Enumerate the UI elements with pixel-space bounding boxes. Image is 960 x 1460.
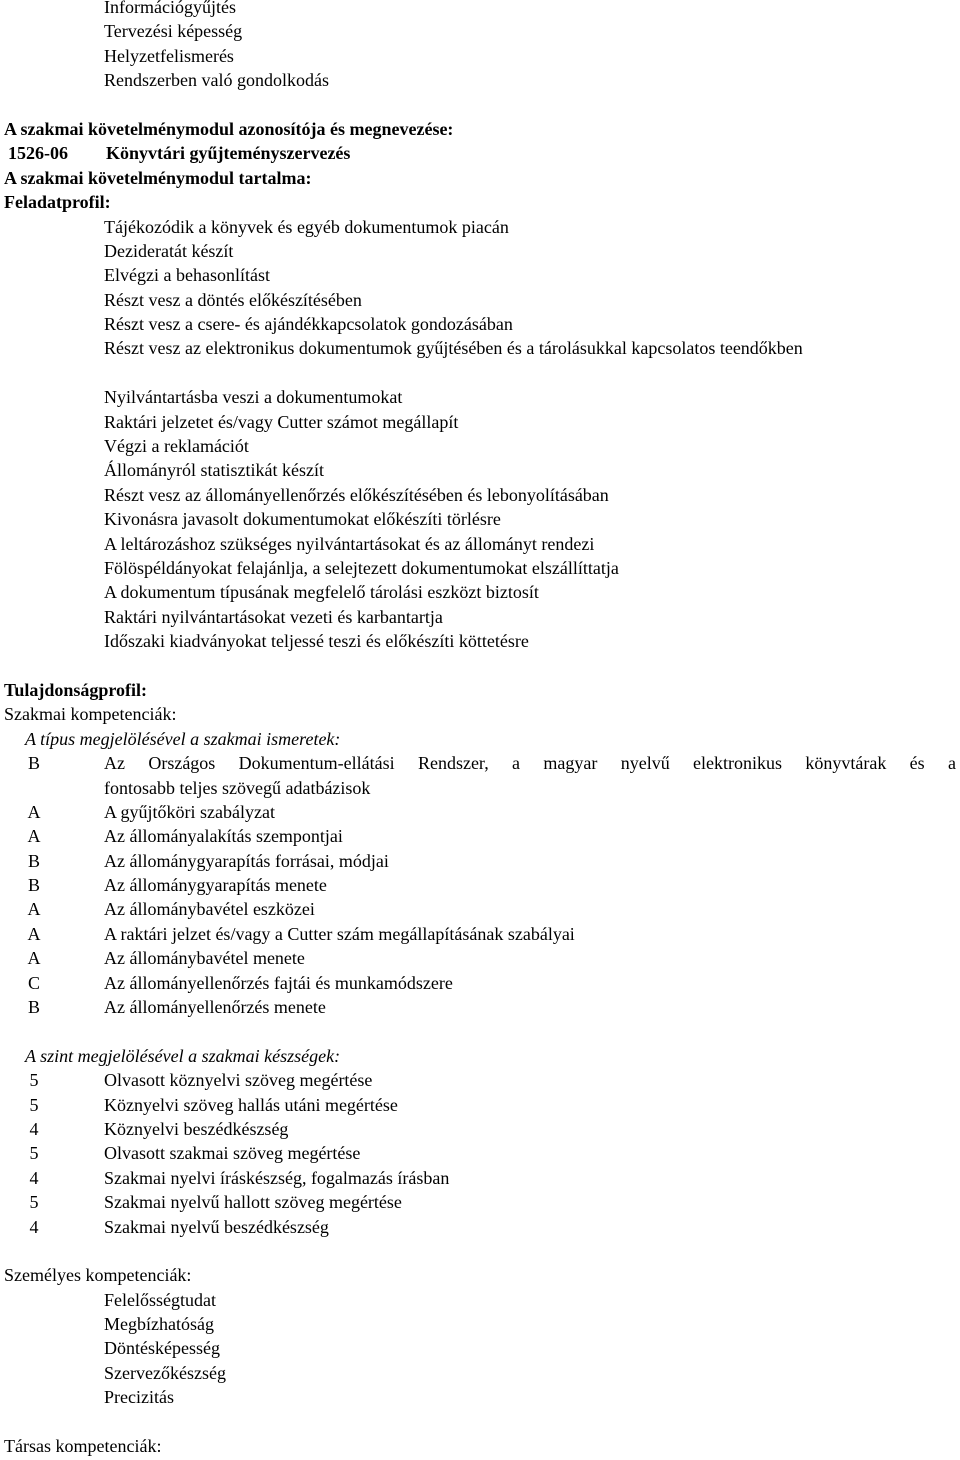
task-item: Állományról statisztikát készít xyxy=(104,460,324,481)
knowledge-item xyxy=(0,824,960,848)
knowledge-text: Az állományalakítás szempontjai xyxy=(104,826,343,847)
skill-item xyxy=(0,1141,960,1165)
feladatprofil-group-1 xyxy=(0,215,960,361)
knowledge-text: Az állományellenőrzés fajtái és munkamódszere xyxy=(104,972,453,993)
keszsegek-list xyxy=(0,1068,960,1239)
ismeretek-list xyxy=(0,751,960,1019)
knowledge-item xyxy=(0,751,960,800)
skill-item xyxy=(0,1117,960,1141)
task-item: Fölöspéldányokat felajánlja, a selejtezett dokumentumokat elszállíttatja xyxy=(104,557,619,578)
skill-text: Köznyelvi szöveg hallás utáni megértése xyxy=(104,1094,398,1115)
spacer xyxy=(0,361,960,385)
feladatprofil-group-2 xyxy=(0,385,960,653)
module-content-label: A szakmai követelménymodul tartalma: xyxy=(4,167,312,188)
skill-level: 5 xyxy=(29,1094,39,1115)
task-item: Elvégzi a behasonlítást xyxy=(104,265,270,286)
spacer xyxy=(0,654,960,678)
knowledge-item xyxy=(0,922,960,946)
knowledge-item xyxy=(0,800,960,824)
knowledge-text: Az állománybavétel eszközei xyxy=(104,899,315,920)
skill-item xyxy=(0,1190,960,1214)
task-item: A dokumentum típusának megfelelő tárolási eszközt biztosít xyxy=(104,582,539,603)
knowledge-item xyxy=(0,897,960,921)
skill-text: Szakmai nyelvű hallott szöveg megértése xyxy=(104,1192,402,1213)
knowledge-type: A xyxy=(27,826,41,847)
task-item: Részt vesz az elektronikus dokumentumok gyűjtésében és a tárolásukkal kapcsolatos teendőkben xyxy=(104,338,803,359)
knowledge-text-line2: fontosabb teljes szövegű adatbázisok xyxy=(104,777,371,798)
module-code: 1526-06 xyxy=(8,143,68,164)
knowledge-text-line1: Az Országos Dokumentum-ellátási Rendszer, a magyar nyelvű elektronikus könyvtárak és a xyxy=(104,753,956,774)
knowledge-item xyxy=(0,873,960,897)
knowledge-text: A raktári jelzet és/vagy a Cutter szám megállapításának szabályai xyxy=(104,923,575,944)
skill-text: Szakmai nyelvi íráskészség, fogalmazás írásban xyxy=(104,1167,450,1188)
skill-item xyxy=(0,1166,960,1190)
spacer xyxy=(0,1239,960,1263)
knowledge-item xyxy=(0,946,960,970)
spacer xyxy=(0,1019,960,1043)
skill-text: Olvasott szakmai szöveg megértése xyxy=(104,1143,361,1164)
skill-level: 4 xyxy=(29,1167,39,1188)
personal-competency-item: Precizitás xyxy=(104,1387,174,1408)
skill-text: Köznyelvi beszédkészség xyxy=(104,1118,289,1139)
szemelyes-list xyxy=(0,1288,960,1410)
task-item: Tájékozódik a könyvek és egyéb dokumentumok piacán xyxy=(104,216,509,237)
keszsegek-label: A szint megjelölésével a szakmai készségek: xyxy=(25,1045,341,1066)
skill-item xyxy=(0,1068,960,1092)
personal-competency-item: Megbízhatóság xyxy=(104,1314,214,1335)
task-item: Részt vesz a csere- és ajándékkapcsolatok gondozásában xyxy=(104,314,513,335)
personal-competency-item: Szervezőkészség xyxy=(104,1362,226,1383)
list-item: Tervezési képesség xyxy=(104,21,243,42)
task-item: Részt vesz a döntés előkészítésében xyxy=(104,289,362,310)
skill-level: 4 xyxy=(29,1216,39,1237)
skill-level: 5 xyxy=(29,1192,39,1213)
personal-competency-item: Döntésképesség xyxy=(104,1338,220,1359)
knowledge-text: A gyűjtőköri szabályzat xyxy=(104,801,275,822)
knowledge-type: A xyxy=(27,801,41,822)
knowledge-text: Az állományellenőrzés menete xyxy=(104,997,326,1018)
knowledge-item xyxy=(0,971,960,995)
skill-level: 5 xyxy=(29,1070,39,1091)
skill-item xyxy=(0,1093,960,1117)
list-item: Rendszerben való gondolkodás xyxy=(104,70,329,91)
knowledge-type: B xyxy=(27,753,40,774)
task-item: Raktári nyilvántartásokat vezeti és karbantartja xyxy=(104,606,443,627)
ismeretek-label: A típus megjelölésével a szakmai ismeretek: xyxy=(25,728,341,749)
task-item: Időszaki kiadványokat teljessé teszi és előkészíti köttetésre xyxy=(104,631,529,652)
knowledge-type: B xyxy=(27,850,40,871)
top-competency-list xyxy=(0,0,960,93)
szakmai-kompetenciak-label: Szakmai kompetenciák: xyxy=(4,704,177,725)
list-item: Helyzetfelismerés xyxy=(104,45,234,66)
knowledge-text: Az állománybavétel menete xyxy=(104,948,305,969)
knowledge-type: B xyxy=(27,875,40,896)
knowledge-type: B xyxy=(27,997,40,1018)
knowledge-type: A xyxy=(27,923,41,944)
tulajdonsagprofil-label: Tulajdonságprofil: xyxy=(4,679,148,700)
skill-level: 4 xyxy=(29,1118,39,1139)
szemelyes-kompetenciak-label: Személyes kompetenciák: xyxy=(4,1265,192,1286)
task-item: Végzi a reklamációt xyxy=(104,436,249,457)
feladatprofil-label: Feladatprofil: xyxy=(4,192,111,213)
module-id-label: A szakmai követelménymodul azonosítója és megnevezése: xyxy=(4,118,454,139)
knowledge-text: Az állománygyarapítás menete xyxy=(104,875,327,896)
task-item: Dezideratát készít xyxy=(104,240,234,261)
module-code-row xyxy=(0,141,960,165)
skill-level: 5 xyxy=(29,1143,39,1164)
knowledge-type: A xyxy=(27,948,41,969)
personal-competency-item: Felelősségtudat xyxy=(104,1289,216,1310)
skill-item xyxy=(0,1215,960,1239)
tarsas-kompetenciak-label: Társas kompetenciák: xyxy=(4,1436,162,1457)
list-item: Információgyűjtés xyxy=(104,0,236,17)
module-name: Könyvtári gyűjteményszervezés xyxy=(106,143,351,164)
task-item: A leltározáshoz szükséges nyilvántartásokat és az állományt rendezi xyxy=(104,533,595,554)
task-item: Raktári jelzetet és/vagy Cutter számot megállapít xyxy=(104,411,459,432)
spacer xyxy=(0,1410,960,1434)
knowledge-item xyxy=(0,849,960,873)
skill-text: Szakmai nyelvű beszédkészség xyxy=(104,1216,329,1237)
task-item: Részt vesz az állományellenőrzés előkészítésében és lebonyolításában xyxy=(104,484,609,505)
knowledge-type: C xyxy=(27,972,40,993)
skill-text: Olvasott köznyelvi szöveg megértése xyxy=(104,1070,373,1091)
spacer xyxy=(0,93,960,117)
knowledge-type: A xyxy=(27,899,41,920)
task-item: Nyilvántartásba veszi a dokumentumokat xyxy=(104,387,403,408)
task-item: Kivonásra javasolt dokumentumokat előkészíti törlésre xyxy=(104,509,501,530)
knowledge-item xyxy=(0,995,960,1019)
knowledge-text: Az állománygyarapítás forrásai, módjai xyxy=(104,850,389,871)
